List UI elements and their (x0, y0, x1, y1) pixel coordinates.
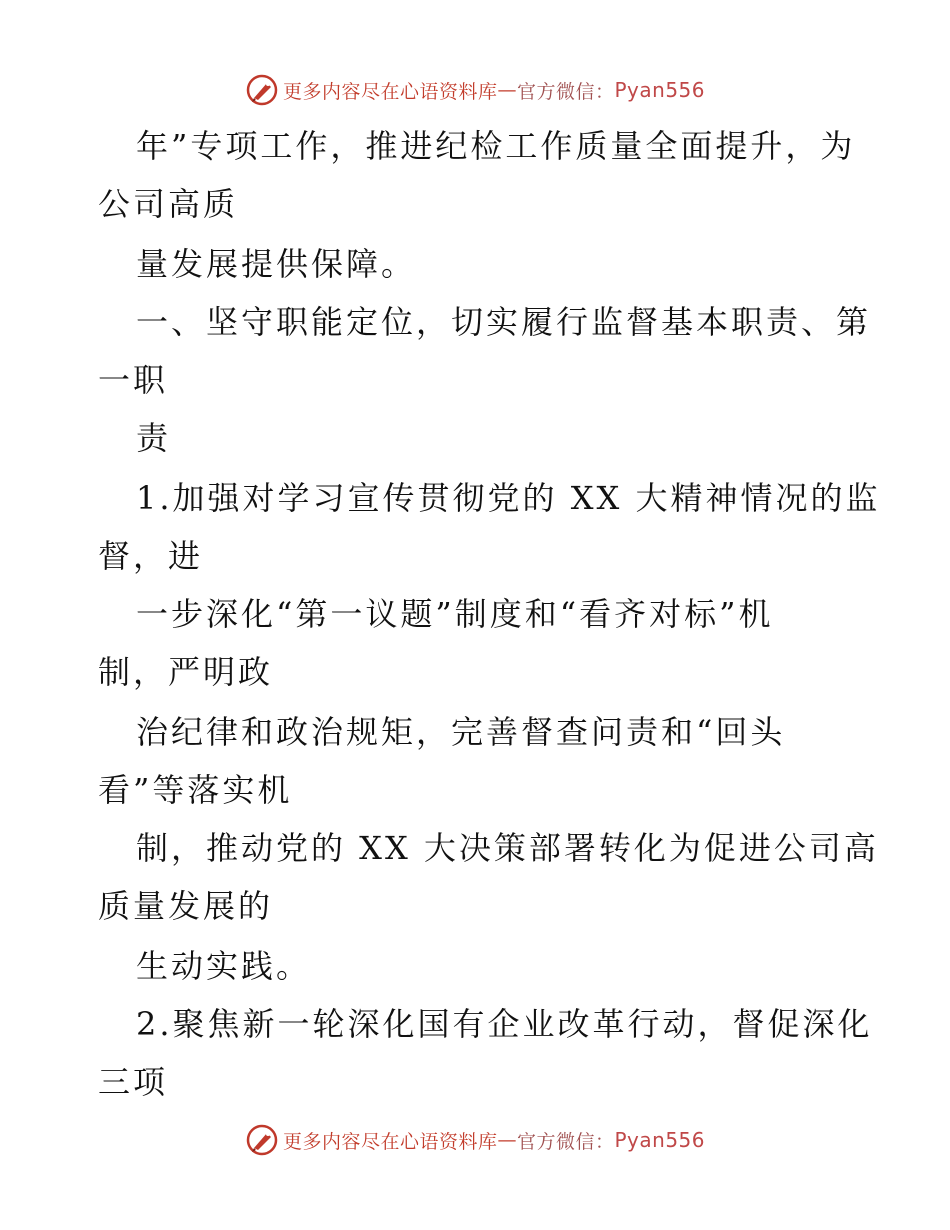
text-line: 公司高质 (98, 185, 239, 223)
pen-logo-icon (245, 1123, 279, 1157)
text-line: 年”专项工作，推进纪检工作质量全面提升，为 (136, 127, 856, 165)
text-line: 质量发展的 (98, 887, 274, 925)
text-line: 一、坚守职能定位，切实履行监督基本职责、第 (136, 303, 872, 341)
text-line: 制，推动党的 XX 大决策部署转化为促进公司高 (136, 829, 879, 867)
text-line: 一职 (98, 361, 169, 399)
text-line: 三项 (98, 1063, 169, 1101)
text-line: 2.聚焦新一轮深化国有企业改革行动，督促深化 (136, 1005, 873, 1043)
text-line: 制，严明政 (98, 653, 274, 691)
text-line: 看”等落实机 (98, 771, 293, 809)
text-line: 督，进 (98, 537, 204, 575)
banner-sub-text: 官方微信： (516, 1130, 615, 1153)
banner-dash: — (497, 79, 517, 101)
banner-dash: — (497, 1129, 517, 1151)
text-line: 生动实践。 (136, 947, 312, 985)
header-banner (0, 70, 950, 110)
banner-wechat-id: Pyan556 (614, 78, 706, 102)
banner-main-text: 更多内容尽在心语资料库 (282, 80, 498, 103)
banner-sub-text: 官方微信： (516, 80, 615, 103)
banner-main-text: 更多内容尽在心语资料库 (282, 1130, 498, 1153)
pen-logo-icon (245, 73, 279, 107)
text-line: 1.加强对学习宣传贯彻党的 XX 大精神情况的监 (136, 479, 881, 517)
text-line: 量发展提供保障。 (136, 245, 417, 283)
text-line: 一步深化“第一议题”制度和“看齐对标”机 (136, 595, 774, 633)
text-line: 责 (136, 419, 172, 457)
text-line: 治纪律和政治规矩，完善督查问责和“回头 (136, 713, 786, 751)
footer-banner (0, 1120, 950, 1160)
banner-wechat-id: Pyan556 (614, 1128, 706, 1152)
